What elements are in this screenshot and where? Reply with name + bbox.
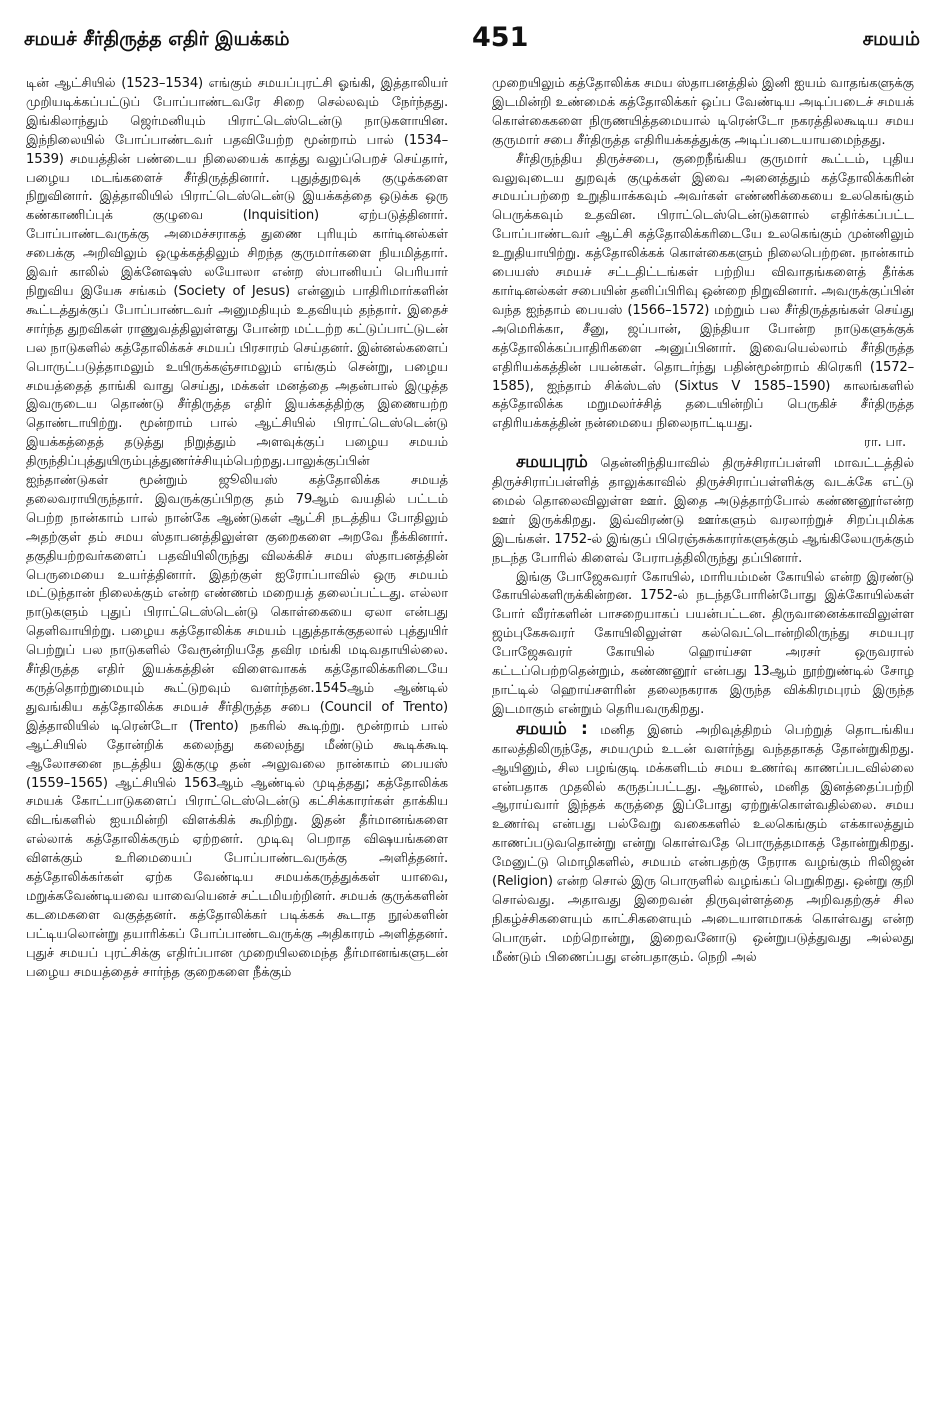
author-initials: ரா. பா. [864,435,906,451]
page-number: 451 [472,22,529,53]
paragraph: இங்கு போஜேசுவரர் கோயில், மாரியம்மன் கோயில் என்ற இரண்டு கோயில்களிருக்கின்றன. 1752-ல் நடந்தபோரின்போது இக்கோயில்கள் போர் வீரர்களின் பாசறையாகப் பயன்பட்டன. திருவானைக்காவிலுள்ள ஜம்புகேசுவரர் கோயிலிலுள்ள கல்வெட்டொன்றிலிருந்து சமயபுர போஜேசுவரர் கோயில் ஹொய்சள அரசர் ஒருவரால் கட்டப்பெற்றதென்றும், கண்ணனூர் என்பது 13ஆம் நூற்றுண்டில் சோழ நாட்டில் ஹொய்சளரின் தலைநகராக இருந்த விக்கிரமபுரம் இருந்த இடமாகும் என்றும் தெரியவருகிறது. [492,569,914,717]
entry-samayapuram [492,453,914,568]
right-column [492,75,914,1410]
entry-heading: சமயம் : [516,718,588,739]
running-head [24,22,920,58]
running-head-title: சமயச் சீர்திருத்த எதிர் இயக்கம் [24,28,290,50]
entry-text: தென்னிந்தியாவில் திருச்சிராப்பள்ளி மாவட்டத்தில் திருச்சிராப்பள்ளித் தாலுக்காவில் திருச்சிராப்பள்ளிக்கு வடக்கே எட்டு மைல் தொலைவிலுள்ள ஊர். இதை அடுத்தாற்போல் கண்ணனூர்என்ற ஊர் இருக்கிறது. இவ்விரண்டு ஊர்களும் வரலாற்றுச் சிறப்புமிக்க இடங்கள். 1752-ல் இங்குப் பிரெஞ்சுக்காரர்களுக்கும் ஆங்கிலேயருக்கும் நடந்த போரில் கிளைவ் பேராபத்திலிருந்து தப்பினார். [492,456,914,566]
paragraph: முறையிலும் கத்தோலிக்க சமய ஸ்தாபனத்தில் இனி ஐயம் வாதங்களுக்கு இடமின்றி உண்மைக் கத்தோலிக்கர் ஒப்ப வேண்டிய அடிப்படைச் சமயக் கொள்கைகளை நிருணயித்தமையால் டிரென்டோ நகரத்திலகூடிய சமய குருமார் சபை சீர்திருத்த எதிரியக்கத்துக்கு அடிப்படையாயமைந்தது. [492,76,914,148]
entry-text: மனித இனம் அறிவுத்திறம் பெற்றுத் தொடங்கிய காலத்திலிருந்தே, சமயமும் உடன் வளர்ந்து வந்ததாகத் தோன்றுகிறது. ஆயினும், சில பழங்குடி மக்களிடம் சமய உணர்வு காணப்படவில்லை என்பதாக முதலில் கருதப்பட்டது. ஆனால், மனித இனத்தைப்பற்றி ஆராய்வார் இந்தக் கருத்தை இப்போது ஏற்றுக்கொள்வதில்லை. சமய உணர்வு என்பது பல்வேறு வகைகளில் உலகெங்கும் எக்காலத்தும் காணப்படுவதொன்று என்று கொள்வதே பொருத்தமாகத் தோன்றுகிறது. மேனுட்டு மொழிகளில், சமயம் என்பதற்கு நேராக வழங்கும் ரிலிஜன் (Religion) என்ற சொல் இரு பொருளில் வழங்கப் பெறுகிறது. ஒன்று குறி சொல்வது. அதாவது இறைவன் திருவுள்ளத்தை அறிவதற்குச் சில நிகழ்ச்சிகளையும் காட்சிகளையும் அடையாளமாகக் கொள்வது என்ற பொருள். மற்றொன்று, இறைவனோடு ஒன்றுபடுத்துவது அல்லது மீண்டும் பிணைப்பது என்பதாகும். நெறி அல் [492,722,914,965]
paragraph: டின் ஆட்சியில் (1523–1534) எங்கும் சமயப்புரட்சி ஓங்கி, இத்தாலியர் முறியடிக்கப்பட்டுப் போப்பாண்டவரே சிறை செல்லவும் நேர்ந்தது. இங்கிலாந்தும் ஜெர்மனியும் பிராட்டெஸ்டென்டு நாடுகளாயின. இந்நிலையில் போப்பாண்டவர் பதவியேற்ற மூன்றாம் பால் (1534–1539) சமயத்தின் பண்டைய நிலையைக் காத்து வலுப்பெறச் செய்தார், பழைய மடங்களைச் சீர்திருத்தினார். புதுத்துறவுக் குழுக்களை நிறுவினார். இத்தாலியில் பிராட்டெஸ்டென்டு இயக்கத்தை ஒடுக்க ஒரு கண்காணிப்புக் குழுவை (Inquisition) ஏற்படுத்தினார். போப்பாண்டவருக்கு அமைச்சராகத் துணை புரியும் கார்டினல்கள் சபைக்கு அறிவிலும் ஒழுக்கத்திலும் சிறந்த குருமார்களை நியமித்தார். இவர் காலில் இக்னேஷஸ் லயோலா என்ற ஸ்பானியப் பெரியார் நிறுவிய இயேசு சங்கம் (Society of Jesus) என்னும் பாதிரிமார்களின் கூட்டத்துக்குப் போப்பாண்டவர் அனுமதியும் உதவியும் தந்தார். இதைச் சார்ந்த துறவிகள் ராணுவத்திலுள்ளது போன்ற மட்டற்ற கட்டுப்பாட்டுடன் பல நாடுகளில் கத்தோலிக்கச் சமயப் பிரசாரம் செய்தனர். இன்னல்களைப் பொருட்படுத்தாமலும் உயிருக்கஞ்சாமலும் எங்கும் சென்று, பழைய சமயத்தைத் தாங்கி வாது செய்து, மக்கள் மனத்தை அதன்பால் இழுத்த இவருடைய தொண்டு சீர்திருத்த எதிர் இயக்கத்திற்கு இணையற்ற தொண்டாயிற்று. மூன்றாம் பால் ஆட்சியில் பிராட்டெஸ்டென்டு இயக்கத்தைத் தடுத்து நிறுத்தும் அளவுக்குப் பழைய சமயம் திருந்திப்புத்துயிரும்புத்துணர்ச்சியும்பெற்றது.பாலுக்குப்பின் ஐந்தாண்டுகள் மூன்றும் ஜூலியஸ் கத்தோலிக்க சமயத் தலைவராயிருந்தார். இவருக்குப்பிறகு தம் 79ஆம் வயதில் பட்டம் பெற்ற நான்காம் பால் நான்கே ஆண்டுகள் ஆட்சி நடத்திய போதிலும் அதற்குள் தம் சமய ஸ்தாபனத்திலுள்ள குறைகளை அறவே நீக்கினார். தகுதியற்றவர்களைப் பதவியிலிருந்து விலக்கிச் சமய ஸ்தாபனத்தின் பெருமையை உயர்த்தினார். இதற்குள் ஐரோப்பாவில் ஒரு சமயம் மட்டுந்தான் நிலைக்கும் என்ற எண்ணம் மறையத் தலைப்பட்டது. எல்லா நாடுகளும் புதுப் பிராட்டெஸ்டென்டு கொள்கையை ஏலா என்பது தெளிவாயிற்று. பழைய கத்தோலிக்க சமயம் புதுத்தாக்குதலால் புத்துயிர் பெற்றுப் பல நாடுகளில் வேரூன்றியதே தவிர மங்கி மடிவதாயில்லை. சீர்திருத்த எதிர் இயக்கத்தின் விளைவாகக் கத்தோலிக்கரிடையே கருத்தொற்றுமையும் கூட்டுறவும் வளர்ந்தன.1545ஆம் ஆண்டில் துவங்கிய கத்தோலிக்க சமயச் சீர்திருத்த சபை (Council of Trento) இத்தாலியில் டிரென்டோ (Trento) நகரில் கூடிற்று. மூன்றாம் பால் ஆட்சியில் தோன்றிக் கலைந்து கலைந்து மீண்டும் கூடிக்கூடி ஆலோசனை நடத்திய இக்குழு தன் அலுவலை நான்காம் பையஸ் (1559–1565) ஆட்சியில் 1563ஆம் ஆண்டில் முடித்தது; கத்தோலிக்க சமயக் கோட்பாடுகளைப் பிராட்டெஸ்டென்டு கட்சிக்காரர்கள் தாக்கிய விடங்களில் ஐயமின்றி விளக்கிக் கூறிற்று. இதன் தீர்மானங்களை எல்லாக் கத்தோலிக்கரும் ஏற்றனர். முடிவு பெறாத விஷயங்களை விளக்கும் உரிமையைப் போப்பாண்டவருக்கு அளித்தனர். கத்தோலிக்கர்கள் ஏற்க வேண்டிய சமயக்கருத்துக்கள் யாவை, மறுக்கவேண்டியவை யாவையெனச் சட்டமியற்றினர். சமயக் குருக்களின் கடமைகளை வகுத்தனர். கத்தோலிக்கர் படிக்கக் கூடாத நூல்களின் பட்டியலொன்று தயாரிக்கப் போப்பாண்டவருக்கு அதிகாரம் அளித்தனர். புதுச் சமயப் புரட்சிக்கு எதிர்ப்பான முறையிலமைந்த தீர்மானங்களுடன் பழைய சமயத்தைச் சார்ந்த குறைகளை நீக்கும் [26,76,448,980]
entry-samayam [492,720,914,968]
paragraph: சீர்திருந்திய திருச்சபை, குறைநீங்கிய குருமார் கூட்டம், புதிய வலுவுடைய துறவுக் குழுக்கள் இவை அனைத்தும் கத்தோலிக்கரின் சமயப்பற்றை உறுதியாக்கவும் அவர்கள் எண்ணிக்கையை உலகெங்கும் பெருக்கவும் உதவின. பிராட்டெஸ்டென்டுகளால் எதிர்க்கப்பட்ட போப்பாண்டவர் ஆட்சி கத்தோலிக்கரிடையே உலகெங்கும் முன்னிலும் உறுதியாயிற்று. கத்தோலிக்கக் கொள்கைகளும் நிலைபெற்றன. நான்காம் பையஸ் சமயச் சட்டதிட்டங்கள் பற்றிய விவாதங்களைத் தீர்க்க கார்டினல்கள் சபையின் தனிப்பிரிவு ஒன்றை நிறுவினார். அவருக்குப்பின் வந்த ஐந்தாம் பையஸ் (1566–1572) மற்றும் பல சீர்திருத்தங்கள் செய்து அமெரிக்கா, சீனு, ஜப்பான், இந்தியா போன்ற நாடுகளுக்குக் கத்தோலிக்கப்பாதிரிகளை அனுப்பினார். இவையெல்லாம் சீர்திருத்த எதிரியக்கத்தின் பயன்கள். தொடர்ந்து பதின்மூன்றாம் கிரெகரி (1572–1585), ஐந்தாம் சிக்ஸ்டஸ் (Sixtus V 1585–1590) காலங்களில் கத்தோலிக்க மறுமலர்ச்சித் தடையின்றிப் பெருகிச் சீர்திருத்த எதிரியக்கத்தின் நன்மையை நிலைநாட்டியது. [492,151,914,432]
running-head-section: சமயம் [862,28,920,50]
left-column [26,75,448,1410]
entry-heading: சமயபுரம் [516,452,588,473]
